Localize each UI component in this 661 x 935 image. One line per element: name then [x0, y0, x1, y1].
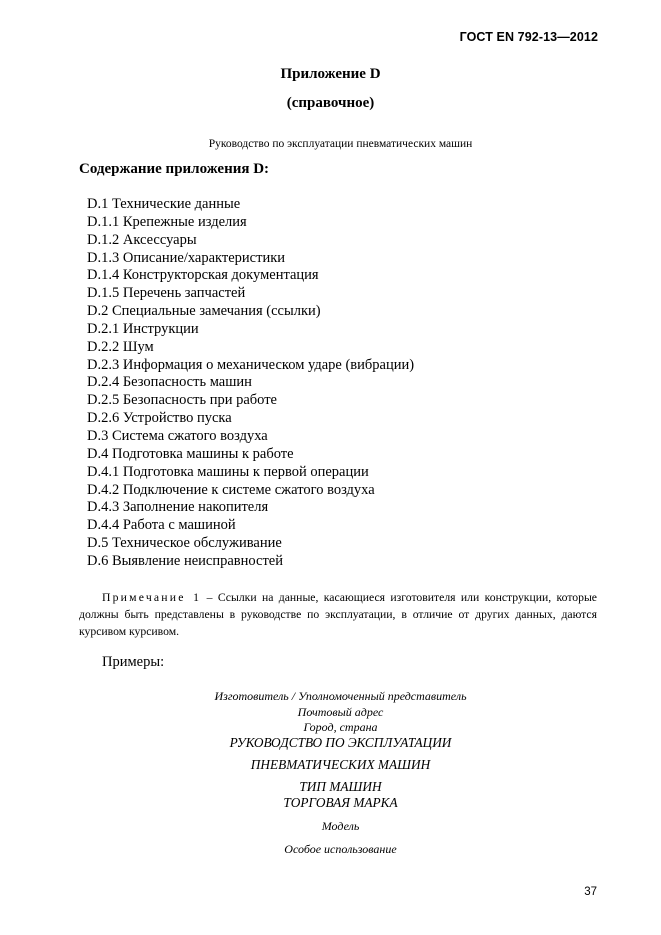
toc-item: D.1.3 Описание/характеристики [87, 249, 286, 266]
example-machine-type: ТИП МАШИН [299, 779, 382, 794]
examples-label: Примеры: [102, 654, 165, 670]
standard-code: ГОСТ EN 792-13—2012 [459, 30, 598, 44]
appendix-title: Приложение D [280, 66, 381, 82]
toc-item: D.3 Система сжатого воздуха [87, 427, 268, 444]
toc-item: D.2.3 Информация о механическом ударе (вибрации) [87, 356, 415, 373]
example-trademark: ТОРГОВАЯ МАРКА [283, 795, 398, 810]
toc-item: D.2 Специальные замечания (ссылки) [87, 303, 321, 320]
note-label: Примечание 1 [102, 591, 202, 604]
note [79, 589, 597, 640]
example-city-country: Город, страна [303, 720, 378, 734]
example-model: Модель [321, 819, 360, 833]
note-text: – Ссылки на данные, касающиеся изготовителя или конструкции, которые должны быть представлены в руководстве по эксплуатации, в отличие от других данных, даются курсивом курсивом. [79, 591, 597, 638]
toc-item: D.4.2 Подключение к системе сжатого воздуха [87, 481, 375, 498]
toc-item: D.2.5 Безопасность при работе [87, 392, 277, 409]
toc-item: D.2.1 Инструкции [87, 320, 199, 337]
toc-item: D.1 Технические данные [87, 196, 241, 212]
document-subject: Руководство по эксплуатации пневматических машин [208, 138, 473, 150]
toc-item: D.2.2 Шум [87, 338, 154, 355]
toc-item: D.1.2 Аксессуары [87, 231, 197, 248]
toc-item: D.4.1 Подготовка машины к первой операции [87, 463, 369, 480]
toc-item: D.1.1 Крепежные изделия [87, 213, 247, 230]
example-manual-title-line2: ПНЕВМАТИЧЕСКИХ МАШИН [250, 757, 431, 772]
example-manufacturer: Изготовитель / Уполномоченный представитель [214, 689, 467, 703]
toc-item: D.5 Техническое обслуживание [87, 535, 282, 552]
page-number: 37 [584, 886, 597, 898]
toc-item: D.2.6 Устройство пуска [87, 410, 232, 427]
example-manual-title-line1: РУКОВОДСТВО ПО ЭКСПЛУАТАЦИИ [229, 735, 452, 750]
appendix-kind: (справочное) [286, 95, 375, 111]
example-postal-address: Почтовый адрес [297, 705, 384, 719]
toc-item: D.2.4 Безопасность машин [87, 374, 252, 391]
toc-item: D.1.4 Конструкторская документация [87, 267, 319, 284]
toc-item: D.6 Выявление неисправностей [87, 552, 283, 569]
toc-item: D.4.3 Заполнение накопителя [87, 499, 269, 516]
contents-heading: Содержание приложения D: [79, 161, 270, 177]
toc-item: D.1.5 Перечень запчастей [87, 285, 246, 302]
toc-item: D.4 Подготовка машины к работе [87, 445, 294, 462]
table-of-contents [87, 196, 414, 571]
example-special-use: Особое использование [284, 842, 397, 856]
toc-item: D.4.4 Работа с машиной [87, 517, 236, 534]
